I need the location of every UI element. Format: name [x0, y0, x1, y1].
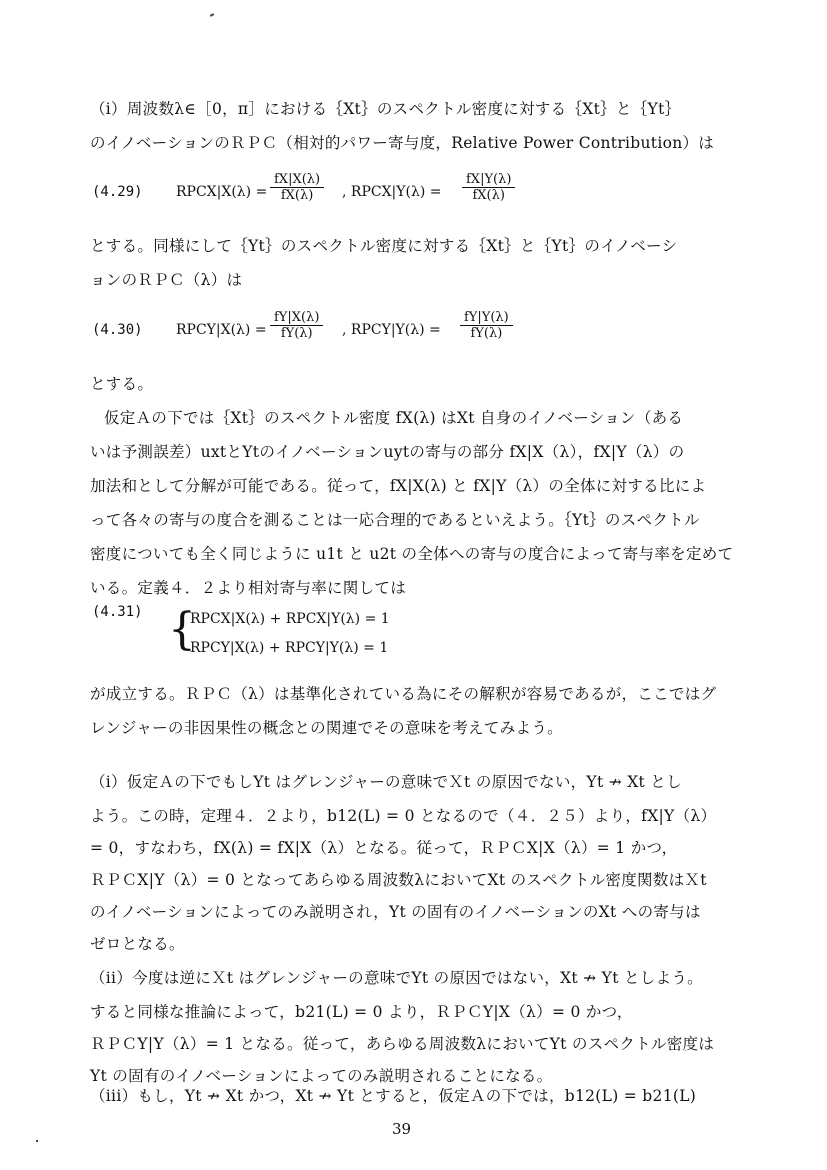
text-line: （i）周波数λ∈［0，π］における｛Xt｝のスペクトル密度に対する｛Xt｝と｛Yt｝ — [90, 100, 681, 118]
text-line: ＲＰＣX|Y（λ）= 0 となってあらゆる周波数λにおいてXt のスペクトル密度関数はＸt — [90, 871, 707, 889]
text-line: （iii）もし，Yt ↛ Xt かつ，Xt ↛ Yt とすると，仮定Ａの下では，b12(L) = b21(L) — [90, 1087, 697, 1105]
equation-lhs: RPCX|X(λ) = — [176, 184, 268, 200]
text-line: いる。定義４．２より相対寄与率に関しては — [90, 579, 407, 597]
scan-speck — [36, 1140, 38, 1142]
fraction-denominator: fY(λ) — [470, 326, 503, 341]
text-line: 密度についても全く同じように u1t と u2t の全体への寄与の度合によって寄与率を定めて — [90, 545, 734, 563]
text-line: すると同様な推論によって，b21(L) = 0 より，ＲＰＣY|X（λ）= 0 かつ， — [90, 1003, 633, 1021]
equation-number: (4.30) — [92, 322, 143, 338]
text-line: 加法和として分解が可能である。従って，fX|X(λ) と fX|Y（λ）の全体に対する比によ — [90, 477, 707, 495]
fraction-denominator: fX(λ) — [472, 188, 505, 203]
text-line: 仮定Ａの下では｛Xt｝のスペクトル密度 fX(λ) はXt 自身のイノベーション（ある — [104, 409, 684, 427]
text-line: Yt の固有のイノベーションによってのみ説明されることになる。 — [90, 1067, 553, 1085]
equation-row: RPCX|X(λ) + RPCX|Y(λ) = 1 — [190, 611, 390, 627]
equation-number: (4.29) — [92, 184, 143, 200]
text-line: いは予測誤差）uxtとYtのイノベーションuytの寄与の部分 fX|X（λ），fX|Y（λ）の — [90, 443, 685, 461]
equation-row: RPCY|X(λ) + RPCY|Y(λ) = 1 — [190, 640, 389, 656]
text-line: とする。同様にして｛Yt｝のスペクトル密度に対する｛Xt｝と｛Yt｝のイノベーシ — [90, 237, 678, 255]
fraction — [462, 172, 515, 203]
equation-lhs: RPCY|X(λ) = — [176, 322, 267, 338]
text-line: って各々の寄与の度合を測ることは一応合理的であるといえよう。｛Yt｝のスペクトル — [90, 511, 700, 529]
text-line: ＲＰＣY|Y（λ）= 1 となる。従って，あらゆる周波数λにおいてYt のスペクトル密度は — [90, 1035, 715, 1053]
equation-middle: , RPCY|Y(λ) = — [342, 322, 441, 338]
text-line: とする。 — [90, 375, 154, 393]
text-line: （ii）今度は逆にＸt はグレンジャーの意味でYt の原因ではない，Xt ↛ Yt としよう。 — [90, 969, 703, 987]
text-line: のイノベーションのＲＰＣ（相対的パワー寄与度，Relative Power Contribution）は — [90, 134, 715, 152]
fraction-denominator: fY(λ) — [280, 326, 313, 341]
fraction-numerator: fY|Y(λ) — [460, 310, 513, 326]
text-line: よう。この時，定理４．２より，b12(L) = 0 となるので（４．２５）より，fX|Y（λ） — [90, 807, 717, 825]
text-line: = 0，すなわち，fX(λ) = fX|X（λ）となる。従って，ＲＰＣX|X（λ）= 1 かつ， — [90, 839, 678, 857]
fraction — [270, 310, 323, 341]
text-line: レンジャーの非因果性の概念との関連でその意味を考えてみよう。 — [90, 719, 563, 737]
brace-glyph: { — [168, 604, 196, 655]
text-line: ョンのＲＰＣ（λ）は — [90, 271, 243, 289]
scan-speck — [210, 13, 214, 17]
text-line: が成立する。ＲＰＣ（λ）は基準化されている為にその解釈が容易であるが，ここではグ — [90, 685, 717, 703]
equation-number: (4.31) — [92, 604, 143, 620]
page-number: 39 — [392, 1120, 412, 1138]
text-line: のイノベーションによってのみ説明され，Yt の固有のイノベーションのXt への寄与は — [90, 903, 701, 921]
fraction-denominator: fX(λ) — [280, 188, 314, 203]
fraction-numerator: fX|X(λ) — [270, 172, 324, 188]
fraction-numerator: fX|Y(λ) — [462, 172, 515, 188]
text-line: （i）仮定Ａの下でもしYt はグレンジャーの意味でＸt の原因でない，Yt ↛ Xt とし — [90, 773, 682, 791]
text-line: ゼロとなる。 — [90, 935, 185, 953]
fraction-numerator: fY|X(λ) — [270, 310, 323, 326]
fraction — [270, 172, 324, 203]
fraction — [460, 310, 513, 341]
equation-middle: , RPCX|Y(λ) = — [342, 184, 442, 200]
